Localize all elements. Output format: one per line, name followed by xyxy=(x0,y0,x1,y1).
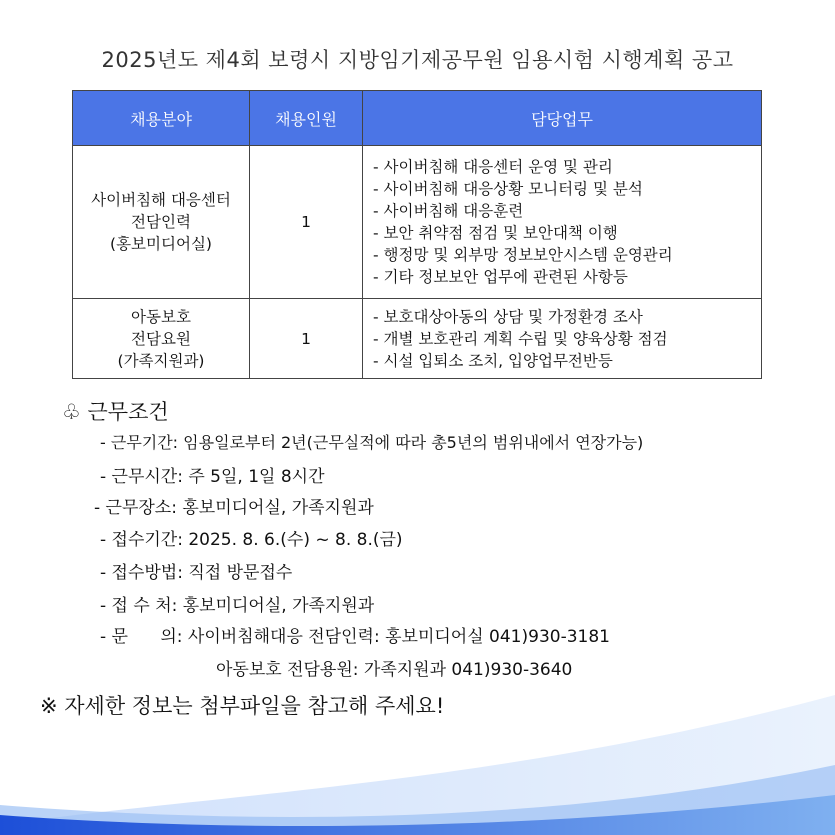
club-icon: ♧ xyxy=(62,400,81,424)
section-heading xyxy=(62,396,169,426)
field-line: 전담인력 xyxy=(131,213,191,231)
notice-note: ※ 자세한 정보는 첨부파일을 참고해 주세요! xyxy=(40,694,445,718)
duty-item: - 시설 입퇴소 조치, 입양업무전반등 xyxy=(373,351,613,370)
field-line: (홍보미디어실) xyxy=(110,235,212,253)
duty-item: - 개별 보호관리 계획 수립 및 양육상황 점검 xyxy=(373,329,668,348)
header-duties: 담당업무 xyxy=(363,91,762,146)
duties-cell xyxy=(363,146,762,299)
count-cell: 1 xyxy=(250,299,363,379)
field-line: 아동보호 xyxy=(131,307,191,326)
count-cell: 1 xyxy=(250,146,363,299)
duty-item: - 행정망 및 외부망 정보보안시스템 운영관리 xyxy=(373,246,673,264)
duty-item: - 사이버침해 대응센터 운영 및 관리 xyxy=(373,158,613,176)
duty-item: - 사이버침해 대응상황 모니터링 및 분석 xyxy=(373,180,643,198)
table-row xyxy=(73,146,762,299)
condition-hours: - 근무시간: 주 5일, 1일 8시간 xyxy=(100,467,325,487)
table-row xyxy=(73,299,762,379)
condition-apply-method: - 접수방법: 직접 방문접수 xyxy=(100,563,293,583)
section-label: 근무조건 xyxy=(87,400,169,424)
duty-item: - 보호대상아동의 상담 및 가정환경 조사 xyxy=(373,307,643,326)
condition-apply-place: - 접 수 처: 홍보미디어실, 가족지원과 xyxy=(100,596,375,616)
condition-apply-period: - 접수기간: 2025. 8. 6.(수) ~ 8. 8.(금) xyxy=(100,530,403,550)
duty-item: - 보안 취약점 점검 및 보안대책 이행 xyxy=(373,224,618,242)
duty-item: - 사이버침해 대응훈련 xyxy=(373,202,524,220)
field-line: 전담요원 xyxy=(131,329,191,348)
condition-period: - 근무기간: 임용일로부터 2년(근무실적에 따라 총5년의 범위내에서 연장가능) xyxy=(100,433,644,452)
header-field: 채용분야 xyxy=(73,91,250,146)
field-line: (가족지원과) xyxy=(117,351,205,370)
condition-place: - 근무장소: 홍보미디어실, 가족지원과 xyxy=(94,498,374,518)
table-header xyxy=(73,91,762,146)
decorative-wave xyxy=(0,675,835,835)
condition-inquiry-2: 아동보호 전담용원: 가족지원과 041)930-3640 xyxy=(216,660,573,680)
field-line: 사이버침해 대응센터 xyxy=(91,191,231,209)
page-title: 2025년도 제4회 보령시 지방임기제공무원 임용시험 시행계획 공고 xyxy=(101,48,734,72)
duties-cell xyxy=(363,299,762,379)
duty-item: - 기타 정보보안 업무에 관련된 사항등 xyxy=(373,268,628,286)
header-count: 채용인원 xyxy=(250,91,363,146)
recruitment-table xyxy=(72,90,762,379)
field-cell xyxy=(73,299,250,379)
condition-inquiry: - 문 의: 사이버침해대응 전담인력: 홍보미디어실 041)930-3181 xyxy=(100,627,610,647)
field-cell xyxy=(73,146,250,299)
